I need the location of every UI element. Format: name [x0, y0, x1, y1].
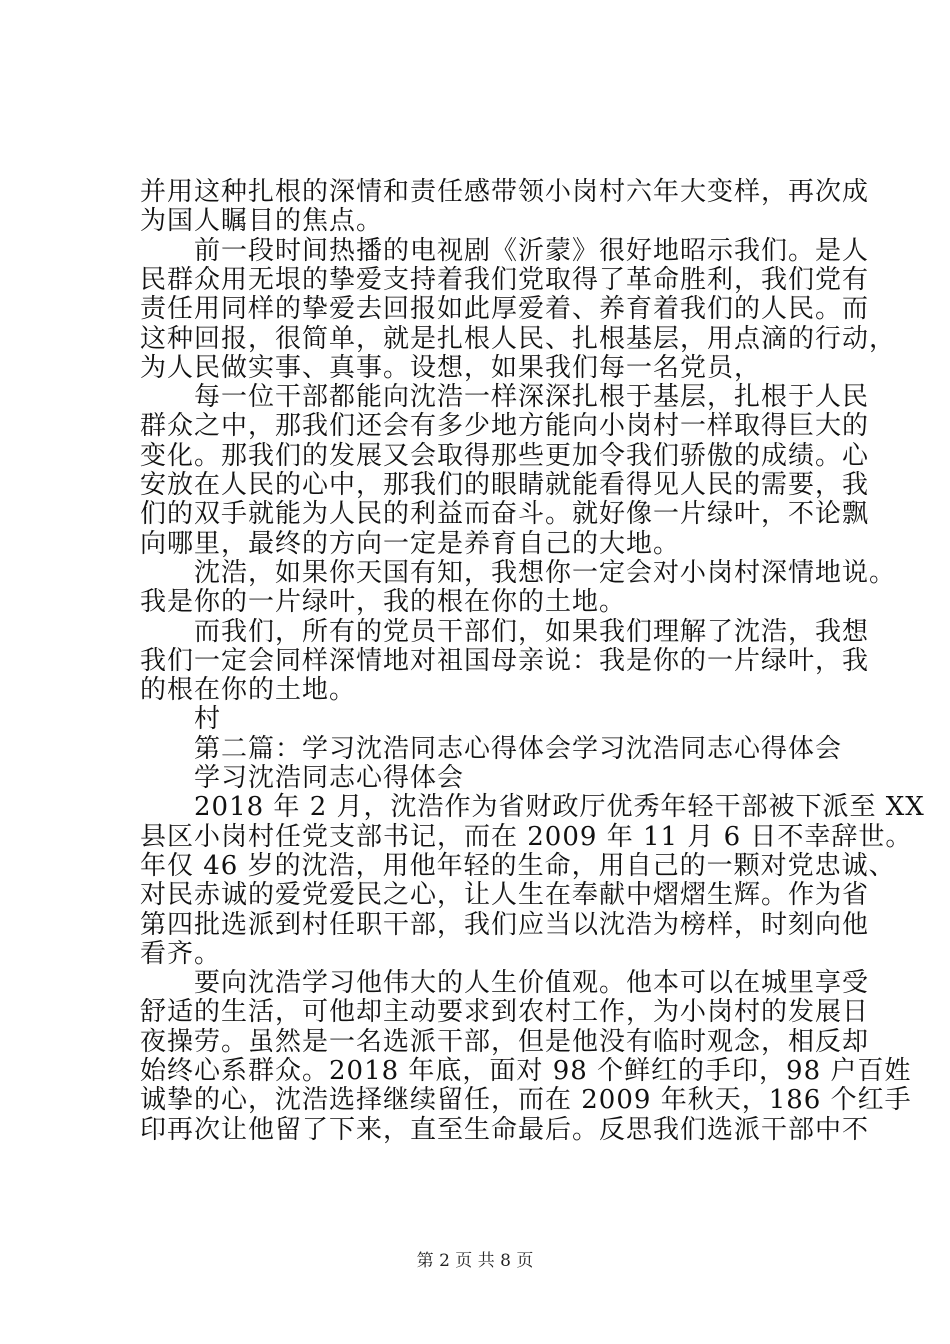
text-line: 责任用同样的挚爱去回报如此厚爱着、养育着我们的人民。而: [140, 294, 870, 325]
text-line: 民群众用无垠的挚爱支持着我们党取得了革命胜利，我们党有: [140, 264, 870, 295]
page-number: 第 2 页 共 8 页: [416, 1251, 534, 1271]
text-line: 向哪里，最终的方向一定是养育自己的大地。: [140, 528, 681, 559]
text-line: 们的双手就能为人民的利益而奋斗。就好像一片绿叶，不论飘: [140, 499, 870, 530]
text-line: 的根在你的土地。: [140, 675, 357, 706]
text-line: 这种回报，很简单，就是扎根人民、扎根基层，用点滴的行动，: [140, 323, 897, 354]
text-line: 始终心系群众。2018 年底，面对 98 个鲜红的手印，98 户百姓: [140, 1056, 912, 1086]
text-line: 而我们，所有的党员干部们，如果我们理解了沈浩，我想: [140, 616, 870, 647]
text-line: 看齐。: [140, 938, 222, 969]
section-subheading: 学习沈浩同志心得体会: [140, 763, 465, 793]
text-line: 为人民做实事、真事。设想，如果我们每一名党员，: [140, 352, 762, 383]
text-line: 印再次让他留了下来，直至生命最后。反思我们选派干部中不: [140, 1114, 870, 1145]
text-line: 安放在人民的心中，那我们的眼睛就能看得见人民的需要，我: [140, 470, 870, 500]
text-line: 群众之中，那我们还会有多少地方能向小岗村一样取得巨大的: [140, 411, 870, 442]
text-line: 并用这种扎根的深情和责任感带领小岗村六年大变样，再次成: [140, 177, 870, 207]
text-line: 夜操劳。虽然是一名选派干部，但是他没有临时观念，相反却: [140, 1026, 870, 1057]
text-line: 舒适的生活，可他却主动要求到农村工作，为小岗村的发展日: [140, 997, 870, 1028]
text-line: 村: [140, 704, 222, 735]
text-line: 为国人瞩目的焦点。: [140, 206, 384, 237]
text-line: 对民赤诚的爱党爱民之心，让人生在奉献中熠熠生辉。作为省: [140, 880, 870, 911]
text-line: 第四批选派到村任职干部，我们应当以沈浩为榜样，时刻向他: [140, 909, 870, 940]
text-line: 诚挚的心，沈浩选择继续留任，而在 2009 年秋天，186 个红手: [140, 1085, 912, 1116]
text-line: 沈浩，如果你天国有知，我想你一定会对小岗村深情地说。: [140, 557, 897, 588]
text-line: 每一位干部都能向沈浩一样深深扎根于基层，扎根于人民: [140, 382, 870, 413]
text-line: 要向沈浩学习他伟大的人生价值观。他本可以在城里享受: [140, 968, 870, 999]
text-line: 变化。那我们的发展又会取得那些更加令我们骄傲的成绩。心: [140, 440, 870, 471]
text-line: 年仅 46 岁的沈浩，用他年轻的生命，用自己的一颗对党忠诚、: [140, 850, 896, 881]
text-line: 前一段时间热播的电视剧《沂蒙》很好地昭示我们。是人: [140, 235, 870, 266]
text-line: 2018 年 2 月，沈浩作为省财政厅优秀年轻干部被下派至 XX: [140, 792, 925, 823]
section-heading: 第二篇：学习沈浩同志心得体会学习沈浩同志心得体会: [140, 733, 843, 764]
text-line: 我们一定会同样深情地对祖国母亲说：我是你的一片绿叶，我: [140, 645, 870, 676]
text-line: 我是你的一片绿叶，我的根在你的土地。: [140, 587, 627, 618]
text-line: 县区小岗村任党支部书记，而在 2009 年 11 月 6 日不幸辞世。: [140, 821, 913, 852]
